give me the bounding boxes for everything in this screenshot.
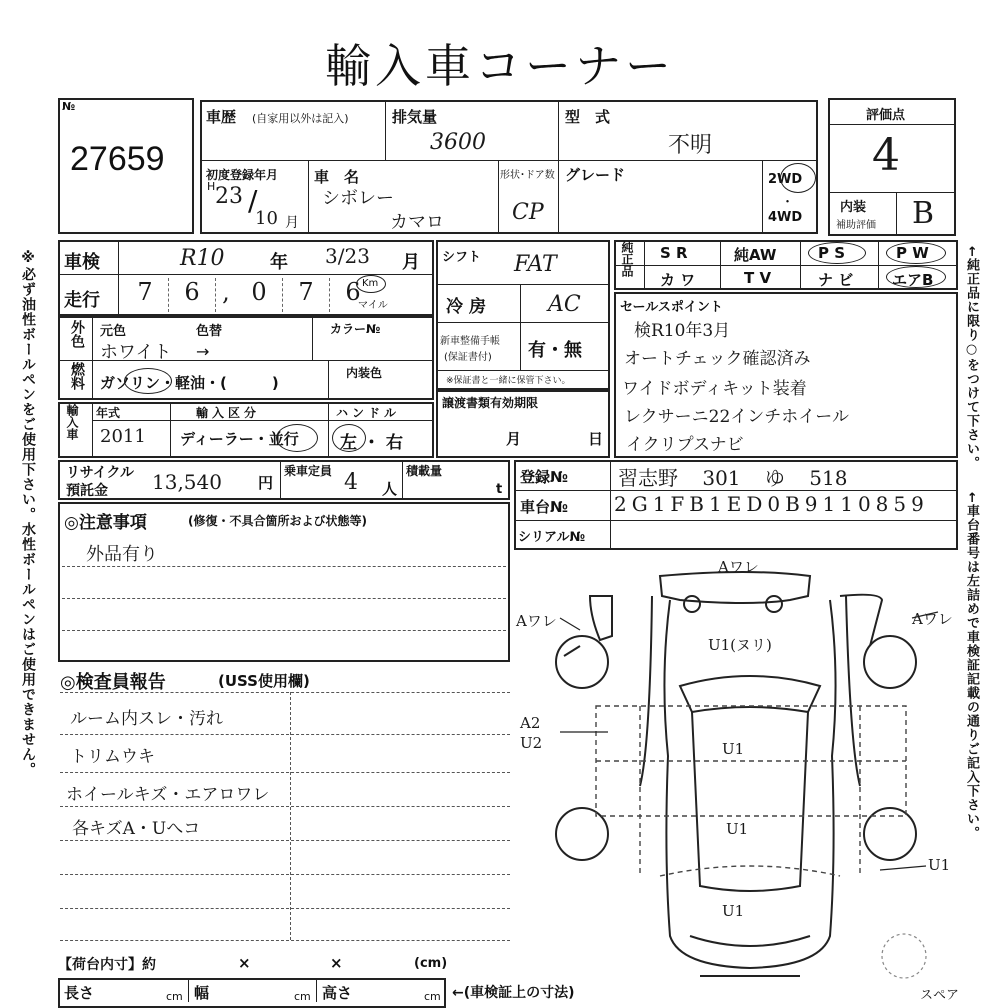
handle-label: ハンドル <box>336 406 401 420</box>
capacity-value: 4 <box>344 470 358 495</box>
shape-value: CP <box>512 200 544 225</box>
color-arrow: → <box>196 342 210 361</box>
first-reg-year: 23 <box>215 184 243 209</box>
original-color-label: 元色 <box>100 324 127 339</box>
mileage-digit: 7 <box>283 278 330 312</box>
notes-line: 外品有り <box>86 544 158 565</box>
equipment-label: 純正品 <box>620 241 634 277</box>
capacity-unit: 人 <box>382 480 398 498</box>
registration-value: 習志野 301 ゆ 518 <box>618 466 848 490</box>
fuel-options: ガソリン・軽油・( ) <box>100 374 279 392</box>
lot-prefix: № <box>62 100 76 113</box>
recycle-label: リサイクル <box>66 465 135 481</box>
car-name-line1: シボレー <box>322 188 394 209</box>
mark-roof: U1 <box>722 740 745 758</box>
drive-2wd: 2WD <box>768 172 803 187</box>
import-class-value: ディーラー・並行 <box>180 430 299 448</box>
inspection-year-unit: 年 <box>270 252 288 273</box>
dims-block <box>58 978 446 1008</box>
equipment-airbag: エアB <box>892 271 934 289</box>
displacement-value: 3600 <box>430 130 486 155</box>
sales-point-line: イクリプスナビ <box>626 435 744 455</box>
score-label: 評価点 <box>866 108 906 123</box>
dims-height: 高さ <box>322 984 353 1002</box>
score-value: 4 <box>872 130 900 181</box>
aircon-label: 冷房 <box>446 297 492 317</box>
serial-label: シリアル№ <box>518 530 586 545</box>
inspector-line: ルーム内スレ・汚れ <box>70 709 223 729</box>
mileage-digit: 6 <box>345 278 361 306</box>
interior-value: B <box>912 196 935 231</box>
recycle-sub: 預託金 <box>66 483 108 499</box>
cargo-x1: × <box>238 954 251 972</box>
aircon-value: AC <box>548 292 581 317</box>
inspection-month-unit: 月 <box>402 252 420 273</box>
import-year-value: 2011 <box>100 426 146 447</box>
load-label: 積載量 <box>406 464 443 478</box>
cargo-x2: × <box>330 954 343 972</box>
equipment-ps: P S <box>818 244 846 262</box>
load-unit: t <box>496 482 503 497</box>
mark-side-a: A2 <box>520 714 541 732</box>
page-title: 輸入車コーナー <box>325 39 675 93</box>
first-reg-month-unit: 月 <box>285 215 299 231</box>
notes-sub: (修復・不具合箇所および状態等) <box>188 514 367 528</box>
mileage-digit: , <box>222 278 230 306</box>
interior-color-label: 内装色 <box>346 366 383 380</box>
equipment-navi: ナ ビ <box>818 271 854 289</box>
mileage-label: 走行 <box>64 290 100 311</box>
inspector-line: ホイールキズ・エアロワレ <box>66 785 270 805</box>
drive-dot: ・ <box>781 195 795 210</box>
sales-point-line: オートチェック確認済み <box>624 349 811 369</box>
grade-label: グレード <box>565 166 626 184</box>
interior-sub: 補助評価 <box>836 220 876 231</box>
side-note-right-bottom: ←車台番号は左詰めで車検証記載の通りご記入下さい。 <box>964 492 979 840</box>
displacement-label: 排気量 <box>392 108 438 126</box>
notes-label: ◎注意事項 <box>64 513 147 533</box>
mileage-digit: 0 <box>236 278 283 312</box>
history-note: (自家用以外は記入) <box>252 112 349 125</box>
mark-right: Aワレ <box>912 610 953 628</box>
mark-side-u: U2 <box>520 734 543 752</box>
mark-top: Aワレ <box>718 558 759 576</box>
cargo-label: 【荷台内寸】約 <box>58 957 156 973</box>
lot-number: 27659 <box>70 140 165 178</box>
fuel-label: 燃料 <box>69 362 85 390</box>
mileage-unit-mile: マイル <box>358 300 388 311</box>
import-class-label: 輸入区分 <box>196 406 261 420</box>
first-reg-era: H <box>207 180 216 193</box>
manual-label: 新車整備手帳 <box>440 336 500 347</box>
side-note-right-top: ←純正品に限り○をつけて下さい。 <box>964 246 979 470</box>
manual-sub: (保証書付) <box>444 352 492 363</box>
model-type-value: 不明 <box>668 133 713 158</box>
dims-length: 長さ <box>64 984 95 1002</box>
handle-value: 左・右 <box>340 433 409 453</box>
capacity-label: 乗車定員 <box>284 464 333 478</box>
transfer-day-unit: 日 <box>588 430 604 448</box>
side-note-left: ※必ず油性ボールペンをご使用下さい。水性ボールペンはご使用できません。 <box>20 250 36 777</box>
inspector-line: 各キズA・Uへコ <box>72 819 201 839</box>
recycle-unit: 円 <box>258 474 274 492</box>
mileage-digit: 7 <box>122 278 169 312</box>
import-label: 輸入車 <box>65 404 79 440</box>
inspector-label: ◎検査員報告 <box>60 672 166 693</box>
drive-4wd: 4WD <box>768 210 803 225</box>
transfer-month-unit: 月 <box>506 430 522 448</box>
mark-hood: U1(ヌリ) <box>708 636 772 654</box>
car-name-line2: カマロ <box>390 212 444 233</box>
spare-label: スペア <box>920 988 960 1003</box>
inspection-label: 車検 <box>64 252 100 273</box>
mark-rear-right: U1 <box>928 856 951 874</box>
chassis-label: 車台№ <box>520 498 569 516</box>
color-code-label: カラー№ <box>330 322 381 336</box>
dims-length-unit: cm <box>166 990 183 1003</box>
equipment-tv: T V <box>744 269 772 287</box>
equipment-leather: カ ワ <box>660 271 696 289</box>
shape-label: 形状･ドア数 <box>500 170 555 181</box>
dims-width-unit: cm <box>294 990 311 1003</box>
sales-point-line: 検R10年3月 <box>634 321 731 341</box>
model-type-label: 型 式 <box>565 108 611 126</box>
interior-label: 内装 <box>840 200 867 215</box>
manual-note: ※保証書と一緒に保管下さい。 <box>446 376 571 386</box>
sales-points-label: セールスポイント <box>620 300 723 315</box>
first-reg-month: 10 <box>255 208 278 229</box>
mark-left: Aワレ <box>516 612 557 630</box>
import-year-label: 年式 <box>96 406 121 420</box>
inspector-line: トリムウキ <box>70 747 155 767</box>
dims-width: 幅 <box>194 984 210 1002</box>
mark-rear: U1 <box>722 902 745 920</box>
equipment-sr: S R <box>660 244 688 262</box>
manual-value: 有・無 <box>528 340 582 361</box>
sales-point-line: レクサーニ22インチホイール <box>624 407 849 427</box>
inspector-sub: (USS使用欄) <box>218 672 310 690</box>
equipment-pw: P W <box>896 244 929 262</box>
inspection-month-day: 3/23 <box>325 244 370 268</box>
transfer-label: 譲渡書類有効期限 <box>442 396 539 410</box>
shift-label: シフト <box>442 250 482 265</box>
cargo-unit: (cm) <box>414 956 448 971</box>
dims-height-unit: cm <box>424 990 441 1003</box>
outer-color-label: 外色 <box>69 320 85 348</box>
registration-label: 登録№ <box>520 468 569 486</box>
mileage-unit-km: Km <box>362 278 379 289</box>
inspection-era: R10 <box>180 246 225 271</box>
equipment-aw: 純AW <box>734 246 777 264</box>
sales-point-line: ワイドボディキット装着 <box>622 379 807 399</box>
car-diagram <box>540 556 960 996</box>
car-name-label: 車 名 <box>314 168 360 186</box>
changed-color-label: 色替 <box>196 324 223 339</box>
shift-value: FAT <box>514 252 557 277</box>
mileage-digit: 6 <box>169 278 216 312</box>
mark-trunk: U1 <box>726 820 749 838</box>
history-label: 車歴 <box>206 108 237 126</box>
chassis-value: 2G1FB1ED0B9110859 <box>614 492 929 516</box>
dims-note: ←(車検証上の寸法) <box>452 985 575 1001</box>
original-color-value: ホワイト <box>100 342 172 363</box>
recycle-value: 13,540 <box>152 470 222 494</box>
first-reg-label: 初度登録年月 <box>206 168 279 182</box>
